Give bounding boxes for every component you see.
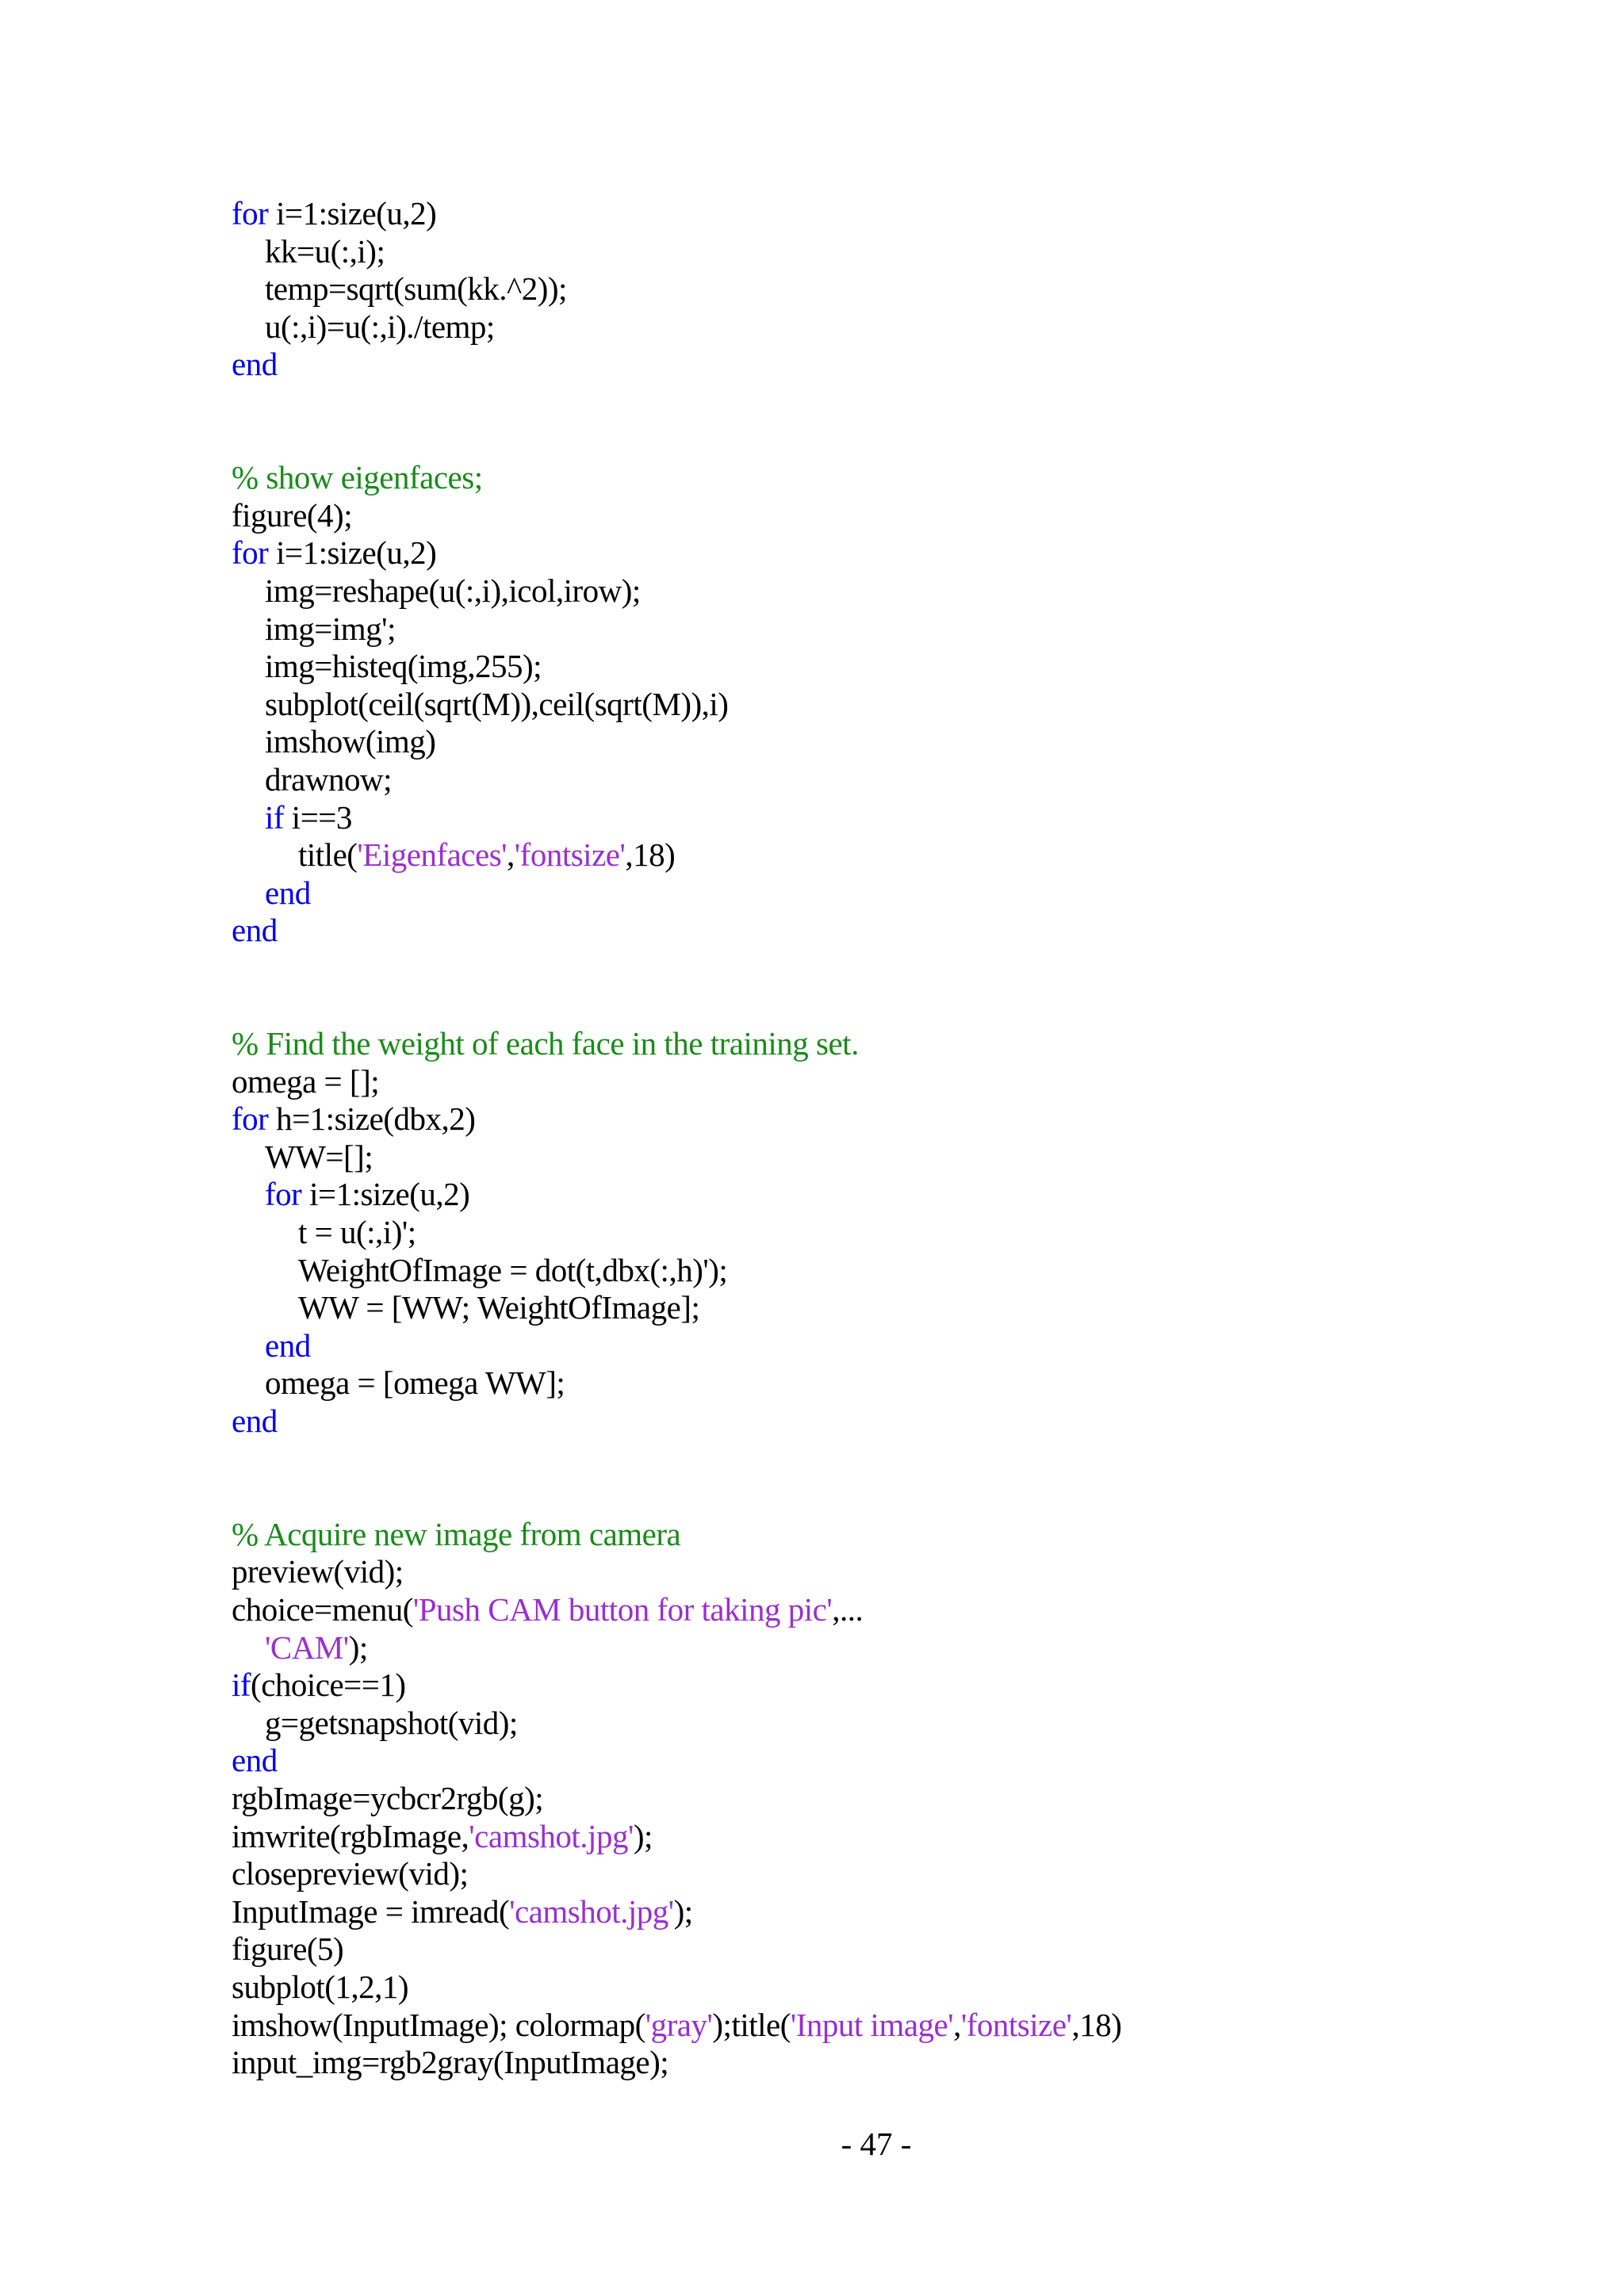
code-text: kk=u(:,i); (265, 232, 385, 270)
code-text: ,... (832, 1590, 864, 1628)
code-text: ); (348, 1628, 368, 1666)
code-line (232, 1364, 1121, 1402)
code-text: closepreview(vid); (232, 1855, 469, 1892)
code-text: imshow(InputImage); colormap( (232, 2006, 645, 2043)
code-line (232, 233, 1121, 271)
blank-line (232, 1478, 1121, 1516)
code-text: rgbImage=ycbcr2rgb(g); (232, 1779, 544, 1816)
keyword: for (232, 195, 269, 232)
code-line (232, 534, 1121, 572)
code-text: ,18) (1071, 2006, 1122, 2043)
code-line (232, 308, 1121, 346)
code-listing (232, 195, 1121, 2082)
code-text: );title( (712, 2006, 791, 2043)
code-text: WW=[]; (265, 1138, 373, 1175)
keyword: if (265, 798, 285, 836)
code-text: imshow(img) (265, 723, 436, 760)
code-line (232, 1667, 1121, 1705)
code-text: i=1:size(u,2) (268, 195, 437, 232)
code-text: , (507, 836, 515, 874)
code-line (232, 723, 1121, 761)
string: 'Eigenfaces' (357, 836, 508, 874)
code-line (232, 686, 1121, 724)
code-line (232, 1742, 1121, 1780)
blank-line (232, 987, 1121, 1025)
code-text: drawnow; (265, 760, 392, 798)
code-line (232, 1327, 1121, 1365)
string: 'CAM' (265, 1628, 349, 1666)
code-line (232, 1893, 1121, 1931)
code-text: ); (633, 1817, 653, 1854)
string: 'Push CAM button for taking pic' (412, 1590, 833, 1628)
keyword: end (232, 1742, 278, 1779)
code-text: temp=sqrt(sum(kk.^2)); (265, 270, 567, 308)
code-text: choice=menu( (232, 1590, 413, 1628)
code-line (232, 2007, 1121, 2045)
keyword: end (232, 1402, 278, 1439)
code-text: (choice==1) (251, 1667, 406, 1704)
code-text: omega = []; (232, 1062, 380, 1100)
comment: % show eigenfaces; (232, 459, 483, 496)
code-line (232, 572, 1121, 610)
code-line (232, 1969, 1121, 2007)
code-text: g=getsnapshot(vid); (265, 1704, 518, 1741)
code-line (232, 2044, 1121, 2082)
code-line (232, 1138, 1121, 1177)
code-text: i=1:size(u,2) (268, 534, 437, 572)
code-line (232, 497, 1121, 535)
code-line (232, 1855, 1121, 1893)
code-line (232, 1100, 1121, 1138)
code-text: subplot(ceil(sqrt(M)),ceil(sqrt(M)),i) (265, 685, 729, 722)
code-text: omega = [omega WW]; (265, 1364, 565, 1402)
code-text: i==3 (284, 798, 352, 836)
blank-line (232, 1441, 1121, 1479)
code-line (232, 836, 1121, 874)
blank-line (232, 422, 1121, 460)
code-text: InputImage = imread( (232, 1892, 510, 1930)
keyword: for (232, 1100, 269, 1138)
code-line (232, 1780, 1121, 1818)
code-text: img=img'; (265, 610, 396, 647)
string: 'fontsize' (514, 836, 626, 874)
code-line (232, 1289, 1121, 1327)
keyword: end (265, 1326, 311, 1364)
code-text: t = u(:,i)'; (298, 1214, 416, 1251)
code-line (232, 1931, 1121, 1969)
keyword: for (265, 1176, 302, 1213)
code-text: imwrite(rgbImage, (232, 1817, 469, 1854)
string: 'camshot.jpg' (469, 1817, 634, 1854)
keyword: end (232, 912, 278, 949)
code-line (232, 1214, 1121, 1252)
blank-line (232, 950, 1121, 988)
code-text: h=1:size(dbx,2) (268, 1100, 476, 1138)
code-text: , (953, 2006, 961, 2043)
string: 'Input image' (790, 2006, 954, 2043)
code-text: WW = [WW; WeightOfImage]; (298, 1289, 700, 1326)
comment: % Acquire new image from camera (232, 1515, 681, 1552)
code-line (232, 1252, 1121, 1290)
code-line (232, 195, 1121, 233)
code-line (232, 1553, 1121, 1591)
code-line (232, 912, 1121, 950)
code-line (232, 346, 1121, 384)
code-text: figure(4); (232, 496, 353, 534)
code-line (232, 874, 1121, 913)
code-line (232, 761, 1121, 799)
code-line (232, 1591, 1121, 1629)
code-line (232, 610, 1121, 649)
comment: % Find the weight of each face in the training set. (232, 1025, 859, 1062)
code-line (232, 1705, 1121, 1743)
string: 'gray' (645, 2006, 713, 2043)
string: 'fontsize' (960, 2006, 1072, 2043)
code-text: title( (298, 836, 358, 874)
code-text: ); (673, 1892, 693, 1930)
code-text: subplot(1,2,1) (232, 1968, 409, 2005)
code-line (232, 459, 1121, 497)
code-line (232, 1063, 1121, 1101)
code-text: input_img=rgb2gray(InputImage); (232, 2044, 669, 2081)
code-text: ,18) (625, 836, 676, 874)
blank-line (232, 384, 1121, 422)
code-line (232, 1025, 1121, 1063)
code-line (232, 1516, 1121, 1554)
code-line (232, 648, 1121, 686)
code-text: i=1:size(u,2) (301, 1176, 470, 1213)
code-line (232, 1818, 1121, 1856)
keyword: for (232, 534, 269, 572)
code-text: WeightOfImage = dot(t,dbx(:,h)'); (298, 1251, 728, 1288)
page-number: - 47 - (841, 2126, 912, 2162)
code-line (232, 1176, 1121, 1214)
keyword: end (232, 346, 278, 383)
code-line (232, 1402, 1121, 1441)
keyword: if (232, 1667, 251, 1704)
code-line (232, 799, 1121, 837)
code-text: preview(vid); (232, 1553, 404, 1590)
code-text: figure(5) (232, 1931, 344, 1968)
code-text: img=reshape(u(:,i),icol,irow); (265, 572, 641, 609)
keyword: end (265, 874, 311, 911)
code-line (232, 270, 1121, 308)
code-line (232, 1629, 1121, 1667)
string: 'camshot.jpg' (509, 1892, 674, 1930)
code-text: u(:,i)=u(:,i)./temp; (265, 308, 495, 345)
code-text: img=histeq(img,255); (265, 648, 542, 685)
